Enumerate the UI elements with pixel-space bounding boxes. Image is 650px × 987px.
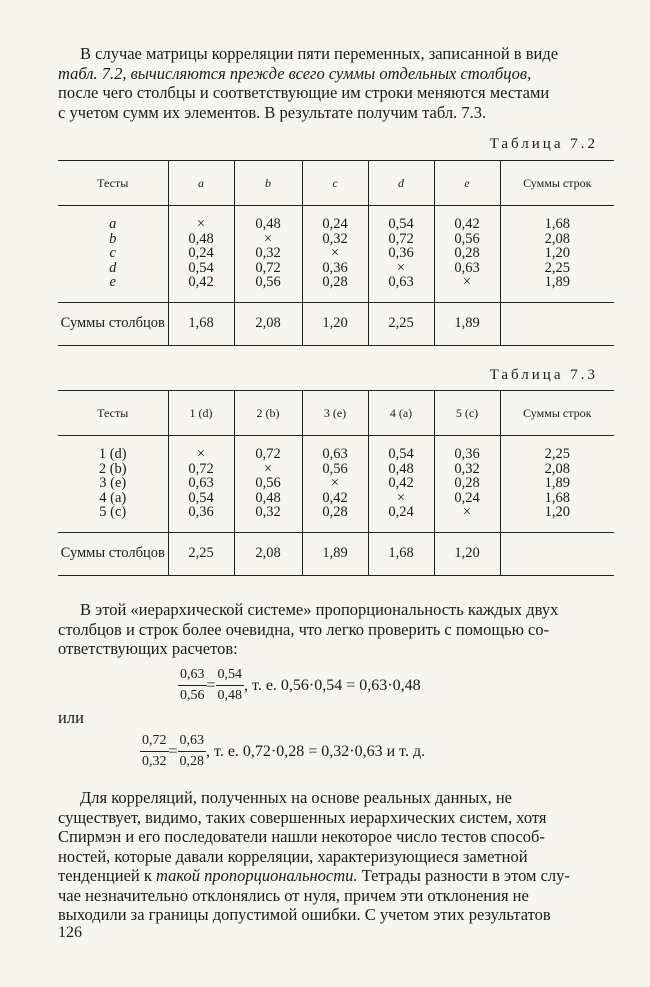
row-label: 4 (a) — [99, 489, 127, 506]
formula-text: , т. е. 0,72·0,28 = 0,32·0,63 и т. д. — [206, 742, 426, 760]
header-cell: c — [302, 161, 368, 206]
fraction — [178, 733, 207, 770]
table-cell: 0,28 — [454, 245, 480, 261]
table-cell: × — [330, 245, 340, 261]
denominator: 0,48 — [217, 688, 243, 703]
table-7-3 — [58, 390, 614, 576]
row-label: a — [109, 216, 117, 232]
row-sum: 1,20 — [544, 504, 570, 520]
table-cell: 0,42 — [454, 216, 480, 232]
formula-1 — [178, 667, 421, 704]
table-cell: 0,48 — [255, 489, 281, 506]
table-cell: 0,32 — [454, 460, 480, 477]
header-cell: a — [168, 161, 234, 206]
numerator: 0,72 — [140, 733, 169, 752]
header-cell: 2 (b) — [234, 391, 302, 436]
table-cell: 0,63 — [454, 259, 480, 276]
page-number: 126 — [58, 924, 82, 941]
numerator: 0,63 — [178, 733, 207, 752]
row-label: 2 (b) — [98, 460, 127, 477]
row-sum: 2,25 — [544, 446, 570, 462]
row-label: 5 (c) — [99, 504, 127, 520]
column-sums-row — [58, 302, 614, 345]
table-cell: 0,42 — [188, 274, 214, 290]
formula-2 — [140, 733, 425, 770]
header-cell: 4 (a) — [368, 391, 434, 436]
sum-label: Суммы столбцов — [58, 532, 168, 575]
column-sum: 1,68 — [168, 302, 234, 345]
middle-line: столбцов и строк более очевидна, что легко проверить с помощью со- — [58, 619, 550, 639]
table-cell: 0,42 — [388, 475, 414, 491]
table-cell: 0,48 — [188, 230, 214, 247]
table-cell: 0,32 — [255, 504, 281, 520]
row-sum: 1,89 — [544, 274, 570, 290]
row-sum: 1,68 — [544, 216, 570, 232]
table-cell: 0,32 — [255, 245, 281, 261]
table-cell: × — [462, 274, 472, 290]
fraction — [216, 667, 245, 704]
row-sum: 2,08 — [544, 230, 570, 247]
table-cell: × — [330, 475, 340, 491]
table-7-3-sums — [58, 532, 614, 575]
table-7-2 — [58, 160, 614, 346]
formula-text: , т. е. 0,56·0,54 = 0,63·0,48 — [244, 676, 421, 694]
table-cell: 0,28 — [322, 274, 348, 290]
row-label: c — [109, 245, 116, 261]
middle-line: ответствующих расчетов: — [58, 639, 238, 658]
header-cell: Тесты — [58, 161, 168, 206]
fraction — [178, 667, 207, 704]
table-7-3-caption: Таблица 7.3 — [489, 367, 598, 383]
table-cell: × — [263, 460, 273, 477]
table-cell: × — [396, 259, 406, 276]
or-word: или — [58, 708, 84, 727]
column-sum: 2,08 — [234, 302, 302, 345]
intro-paragraph — [58, 44, 614, 122]
table-cell: 0,63 — [388, 274, 414, 290]
row-label: b — [109, 230, 117, 247]
row-label: e — [109, 274, 116, 290]
table-header-row — [58, 391, 614, 436]
table-cell: 0,72 — [188, 460, 214, 477]
column-sum: 1,89 — [302, 532, 368, 575]
table-cell: × — [196, 446, 206, 462]
intro-line: табл. 7.2, вычисляются прежде всего суммы отдельных столбцов, — [58, 63, 532, 83]
table-7-3-body — [58, 436, 614, 533]
table-cell: 0,36 — [454, 446, 480, 462]
table-cell: 0,28 — [322, 504, 348, 520]
numerator: 0,63 — [178, 667, 207, 686]
row-label: d — [109, 259, 117, 276]
column-sum: 2,25 — [368, 302, 434, 345]
table-cell: × — [396, 489, 406, 506]
table-cell: × — [263, 230, 273, 247]
final-line: выходили за границы допустимой ошибки. С учетом этих результатов — [58, 905, 551, 924]
header-cell: 1 (d) — [168, 391, 234, 436]
table-cell: 0,28 — [454, 475, 480, 491]
intro-line: после чего столбцы и соответствующие им строки меняются местами — [58, 83, 550, 102]
table-cell: 0,56 — [255, 475, 281, 491]
column-sum: 1,89 — [434, 302, 500, 345]
column-sum: 2,08 — [234, 532, 302, 575]
equals-sign: = — [206, 676, 216, 694]
header-cell: Тесты — [58, 391, 168, 436]
final-paragraph — [58, 788, 614, 925]
row-sum: 1,68 — [544, 489, 570, 506]
table-cell: 0,54 — [188, 489, 214, 506]
denominator: 0,56 — [180, 688, 205, 703]
header-cell: 3 (e) — [302, 391, 368, 436]
column-sum — [500, 302, 614, 345]
column-sum: 1,20 — [434, 532, 500, 575]
fraction — [140, 733, 169, 770]
row-sum: 2,25 — [544, 259, 570, 276]
denominator: 0,28 — [179, 754, 205, 769]
table-7-2-body — [58, 206, 614, 303]
header-cell: Суммы строк — [500, 161, 614, 206]
row-label: 1 (d) — [98, 446, 127, 462]
table-cell: 0,54 — [388, 446, 414, 462]
final-line: Спирмэн и его последователи нашли некоторое число тестов способ- — [58, 827, 545, 846]
column-sum: 1,68 — [368, 532, 434, 575]
column-sum: 1,20 — [302, 302, 368, 345]
table-cell: × — [196, 216, 206, 232]
numerator: 0,54 — [216, 667, 245, 686]
table-header-row — [58, 161, 614, 206]
header-cell: e — [434, 161, 500, 206]
table-cell: 0,54 — [188, 259, 214, 276]
table-cell: 0,63 — [188, 475, 214, 491]
table-7-2-caption: Таблица 7.2 — [489, 136, 598, 152]
header-cell: Суммы строк — [500, 391, 614, 436]
table-cell: 0,56 — [322, 460, 348, 477]
row-sum: 2,08 — [544, 460, 570, 477]
table-cell: 0,32 — [322, 230, 348, 247]
table-cell: 0,56 — [454, 230, 480, 247]
equals-sign: = — [168, 742, 178, 760]
final-line: тенденцией к такой пропорциональности. Тетрады разности в этом слу- — [58, 866, 570, 885]
table-cell: 0,36 — [322, 259, 348, 276]
table-cell: 0,72 — [388, 230, 414, 247]
table-cell: 0,56 — [255, 274, 281, 290]
table-cell: 0,48 — [388, 460, 414, 477]
row-sum: 1,89 — [544, 475, 570, 491]
table-cell: 0,63 — [322, 446, 348, 462]
table-cell: 0,72 — [255, 259, 281, 276]
middle-line: В этой «иерархической системе» пропорциональность каждых двух — [80, 600, 559, 619]
header-cell: 5 (c) — [434, 391, 500, 436]
table-cell: 0,72 — [255, 446, 281, 462]
column-sums-row — [58, 532, 614, 575]
row-label: 3 (e) — [99, 475, 127, 491]
column-sum — [500, 532, 614, 575]
intro-line: В случае матрицы корреляции пяти переменных, записанной в виде — [80, 44, 559, 63]
table-cell: × — [462, 504, 472, 520]
sum-label: Суммы столбцов — [58, 302, 168, 345]
final-line: существует, видимо, таких совершенных иерархических систем, хотя — [58, 807, 547, 827]
table-cell: 0,48 — [255, 216, 281, 232]
table-row — [58, 436, 614, 533]
table-row — [58, 206, 614, 303]
header-cell: b — [234, 161, 302, 206]
final-line: чае незначительно отклонялись от нуля, причем эти отклонения не — [58, 885, 529, 905]
intro-line: с учетом сумм их элементов. В результате получим табл. 7.3. — [58, 102, 487, 122]
table-cell: 0,24 — [188, 245, 214, 261]
table-cell: 0,24 — [322, 216, 348, 232]
table-cell: 0,24 — [388, 504, 414, 520]
middle-paragraph — [58, 600, 614, 659]
final-line: Для корреляций, полученных на основе реальных данных, не — [80, 788, 513, 807]
table-cell: 0,54 — [388, 216, 414, 232]
table-cell: 0,36 — [188, 504, 214, 520]
final-line: ностей, которые давали корреляции, характеризующиеся заметной — [58, 846, 528, 866]
table-cell: 0,42 — [322, 489, 348, 506]
header-cell: d — [368, 161, 434, 206]
table-cell: 0,24 — [454, 489, 480, 506]
denominator: 0,32 — [142, 754, 167, 769]
table-cell: 0,36 — [388, 245, 414, 261]
column-sum: 2,25 — [168, 532, 234, 575]
row-sum: 1,20 — [544, 245, 570, 261]
table-7-2-sums — [58, 302, 614, 345]
